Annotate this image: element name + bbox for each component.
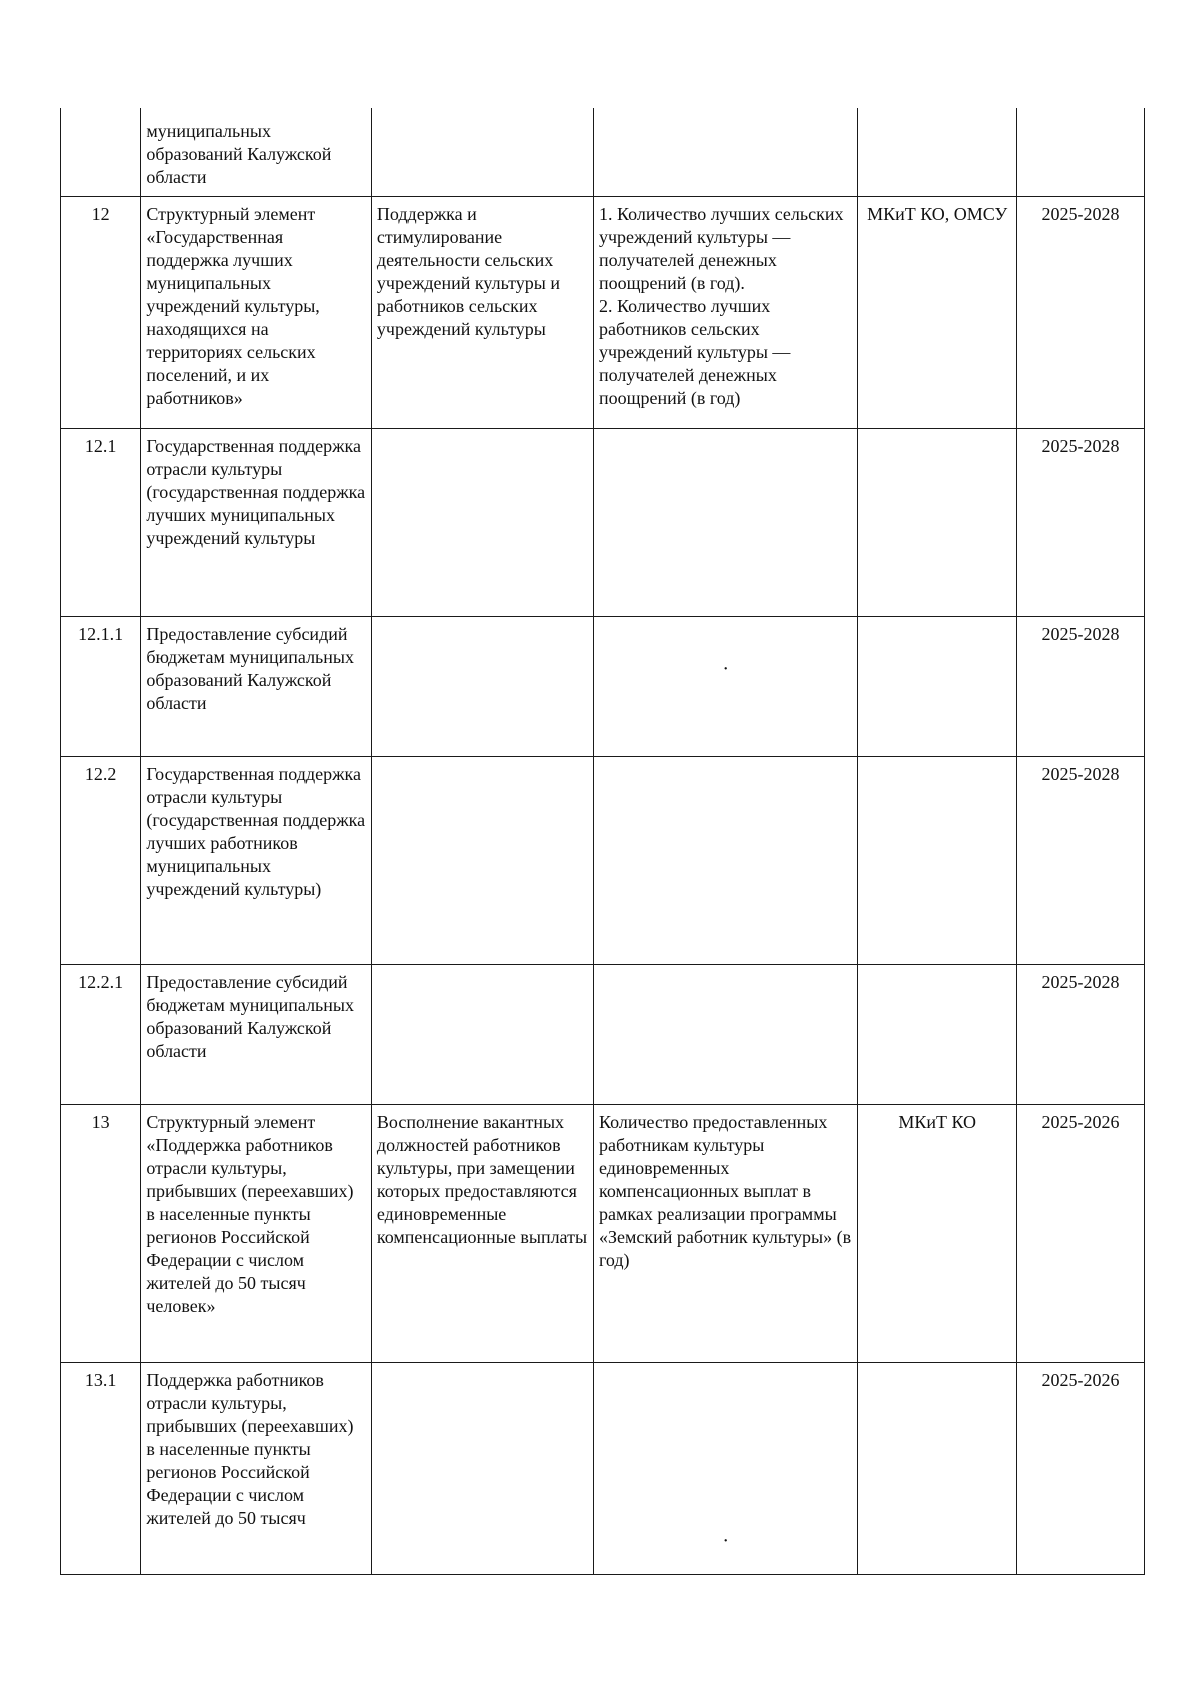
indicator-cell: [593, 1362, 857, 1574]
row-number: 12.1: [61, 428, 141, 616]
scan-speck: ·: [722, 1529, 729, 1552]
indicator-cell: [593, 964, 857, 1104]
indicator-line: 1. Количество лучших сельских учреждений культуры — получателей денежных поощрений (в год).: [598, 203, 844, 293]
table-row: [61, 108, 1145, 196]
table-row: [61, 428, 1145, 616]
program-structure-table: [60, 108, 1145, 1575]
element-name: Государственная поддержка отрасли культуры (государственная поддержка лучших муниципальных учреждений культуры: [141, 428, 372, 616]
indicator-cell: [593, 428, 857, 616]
element-name: Структурный элемент «Поддержка работников отрасли культуры, прибывших (переехавших) в населенные пункты регионов Российской Федерации с числом жителей до 50 тысяч человек»: [141, 1104, 372, 1362]
table-row: [61, 1362, 1145, 1574]
period-cell: 2025-2028: [1016, 196, 1144, 428]
responsible-cell: [858, 108, 1017, 196]
element-name: Предоставление субсидий бюджетам муниципальных образований Калужской области: [141, 964, 372, 1104]
indicator-cell: Количество предоставленных работникам культуры единовременных компенсационных выплат в рамках реализации программы «Земский работник культуры» (в год): [593, 1104, 857, 1362]
row-number: 13: [61, 1104, 141, 1362]
responsible-cell: МКиТ КО, ОМСУ: [858, 196, 1017, 428]
row-number: 12: [61, 196, 141, 428]
table-row: [61, 616, 1145, 756]
element-name: Поддержка работников отрасли культуры, прибывших (переехавших) в населенные пункты регионов Российской Федерации с числом жителей до 50 тысяч: [141, 1362, 372, 1574]
period-cell: 2025-2028: [1016, 616, 1144, 756]
task-cell: Поддержка и стимулирование деятельности сельских учреждений культуры и работников сельских учреждений культуры: [371, 196, 593, 428]
period-cell: 2025-2026: [1016, 1104, 1144, 1362]
task-cell: [371, 616, 593, 756]
responsible-cell: [858, 616, 1017, 756]
period-cell: 2025-2028: [1016, 756, 1144, 964]
task-cell: [371, 756, 593, 964]
indicator-cell: [593, 616, 857, 756]
row-number: 12.2: [61, 756, 141, 964]
row-number: 13.1: [61, 1362, 141, 1574]
period-cell: 2025-2026: [1016, 1362, 1144, 1574]
period-cell: 2025-2028: [1016, 428, 1144, 616]
row-number: [61, 108, 141, 196]
responsible-cell: [858, 756, 1017, 964]
indicator-cell: [593, 108, 857, 196]
period-cell: 2025-2028: [1016, 964, 1144, 1104]
row-number: 12.1.1: [61, 616, 141, 756]
task-cell: [371, 108, 593, 196]
task-cell: [371, 964, 593, 1104]
scan-speck: ·: [722, 657, 729, 680]
table-row: [61, 1104, 1145, 1362]
element-name: муниципальных образований Калужской области: [141, 108, 372, 196]
indicator-cell: [593, 196, 857, 428]
element-name: Структурный элемент «Государственная поддержка лучших муниципальных учреждений культуры, находящихся на территориях сельских поселений, и их работников»: [141, 196, 372, 428]
element-name: Предоставление субсидий бюджетам муниципальных образований Калужской области: [141, 616, 372, 756]
period-cell: [1016, 108, 1144, 196]
responsible-cell: [858, 1362, 1017, 1574]
responsible-cell: МКиТ КО: [858, 1104, 1017, 1362]
indicator-cell: [593, 756, 857, 964]
task-cell: Восполнение вакантных должностей работников культуры, при замещении которых предоставляются единовременные компенсационные выплаты: [371, 1104, 593, 1362]
indicator-line: 2. Количество лучших работников сельских учреждений культуры — получателей денежных поощрений (в год): [598, 295, 791, 408]
table-row: [61, 756, 1145, 964]
element-name: Государственная поддержка отрасли культуры (государственная поддержка лучших работников муниципальных учреждений культуры): [141, 756, 372, 964]
task-cell: [371, 428, 593, 616]
table-row: [61, 196, 1145, 428]
responsible-cell: [858, 428, 1017, 616]
responsible-cell: [858, 964, 1017, 1104]
table-row: [61, 964, 1145, 1104]
row-number: 12.2.1: [61, 964, 141, 1104]
task-cell: [371, 1362, 593, 1574]
